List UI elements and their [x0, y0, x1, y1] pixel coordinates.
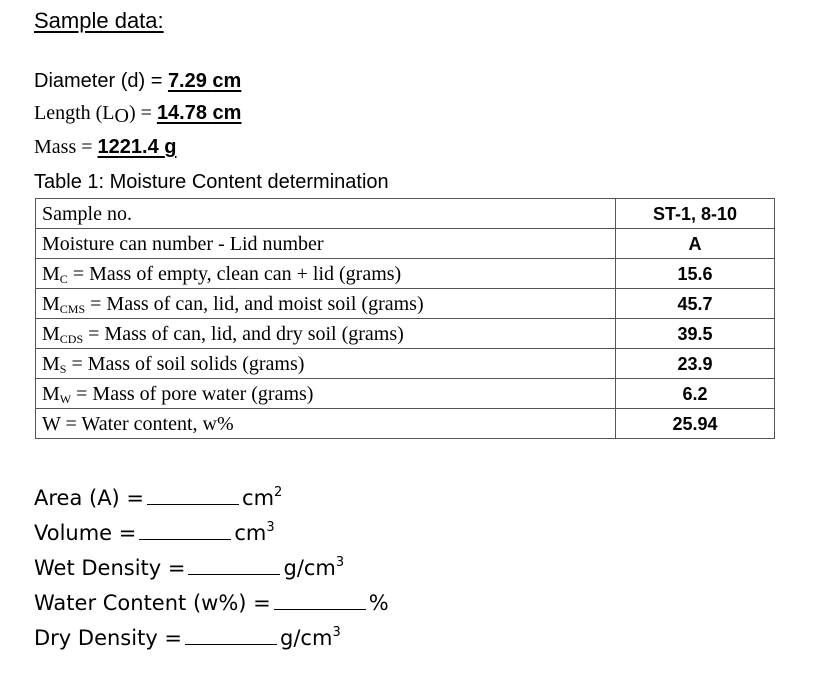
answer-unit-exponent: 3 [332, 625, 341, 640]
row-text: = Mass of can, lid, and moist soil (grams) [85, 292, 424, 315]
row-value: 45.7 [616, 289, 775, 319]
table-row [36, 349, 775, 379]
answer-unit-exponent: 2 [274, 485, 283, 500]
row-symbol-subscript: C [59, 271, 68, 286]
row-value: 15.6 [616, 259, 775, 289]
length-value: 14.78 [156, 102, 213, 124]
row-value: 23.9 [616, 349, 775, 379]
row-description [36, 259, 616, 289]
answer-unit: cm [234, 521, 267, 545]
answer-line [34, 591, 389, 615]
row-symbol-subscript: CDS [59, 331, 84, 346]
row-value: 25.94 [616, 409, 775, 439]
diameter-label: Diameter (d) = [34, 70, 168, 92]
answer-unit: cm [242, 486, 275, 510]
length-subscript: O [114, 105, 129, 127]
answer-unit: g/cm [283, 556, 336, 580]
answer-line [34, 486, 282, 510]
answer-blank[interactable] [185, 626, 277, 645]
answer-label: Area (A) = [34, 486, 145, 510]
answer-unit-exponent: 3 [335, 555, 345, 570]
table-title: Table 1: Moisture Content determination [34, 171, 389, 193]
table-row [36, 259, 775, 289]
row-symbol: M [42, 292, 60, 315]
row-symbol-subscript: S [59, 361, 67, 376]
answer-line [34, 521, 275, 545]
answer-line [34, 556, 344, 580]
row-symbol: M [42, 382, 60, 405]
length-label: Length (L [34, 102, 115, 124]
answer-label: Water Content (w%) = [34, 591, 271, 615]
mass-line [34, 136, 176, 159]
row-symbol: M [42, 322, 60, 345]
answer-unit: % [368, 591, 389, 615]
answer-blank[interactable] [274, 591, 366, 610]
table-row [36, 379, 775, 409]
table-row [36, 319, 775, 349]
row-text: = Mass of soil solids (grams) [66, 352, 305, 375]
answer-label: Dry Density = [34, 626, 183, 650]
row-symbol-subscript: CMS [59, 301, 86, 316]
mass-label: Mass = [34, 136, 98, 158]
answer-label: Wet Density = [34, 556, 186, 580]
length-close: ) = [128, 102, 157, 124]
row-value: 39.5 [616, 319, 775, 349]
row-description [36, 319, 616, 349]
row-text: = Mass of pore water (grams) [71, 382, 314, 405]
row-description [36, 289, 616, 319]
answer-blank[interactable] [147, 486, 239, 505]
row-text: Moisture can number - Lid number [42, 232, 324, 255]
mass-unit: g [164, 136, 177, 158]
table-row [36, 409, 775, 439]
row-description [36, 349, 616, 379]
row-value: A [616, 229, 775, 259]
answer-line [34, 626, 341, 650]
diameter-line [34, 70, 241, 93]
row-description [36, 229, 616, 259]
row-text: = Mass of can, lid, and dry soil (grams) [83, 322, 404, 345]
row-description [36, 379, 616, 409]
row-symbol: M [42, 352, 60, 375]
table-row [36, 229, 775, 259]
table-row [36, 199, 775, 229]
diameter-unit: cm [212, 70, 242, 92]
mass-value: 1221.4 [97, 136, 165, 158]
answer-unit-exponent: 3 [266, 520, 275, 535]
row-value: ST-1, 8-10 [616, 199, 775, 229]
length-unit: cm [212, 102, 242, 124]
table-row [36, 289, 775, 319]
row-description [36, 199, 616, 229]
answer-unit: g/cm [280, 626, 333, 650]
row-text: = Mass of empty, clean can + lid (grams) [67, 262, 402, 285]
row-text: W = Water content, w% [42, 412, 234, 435]
row-text: Sample no. [42, 202, 132, 225]
answer-blank[interactable] [188, 556, 280, 575]
row-symbol-subscript: W [59, 391, 72, 406]
row-value: 6.2 [616, 379, 775, 409]
diameter-value: 7.29 [167, 70, 213, 92]
sample-data-heading: Sample data: [34, 8, 164, 33]
answer-label: Volume = [34, 521, 137, 545]
row-symbol: M [42, 262, 60, 285]
moisture-content-table [35, 198, 775, 439]
length-line [34, 102, 241, 125]
answer-blank[interactable] [139, 521, 231, 540]
row-description [36, 409, 616, 439]
